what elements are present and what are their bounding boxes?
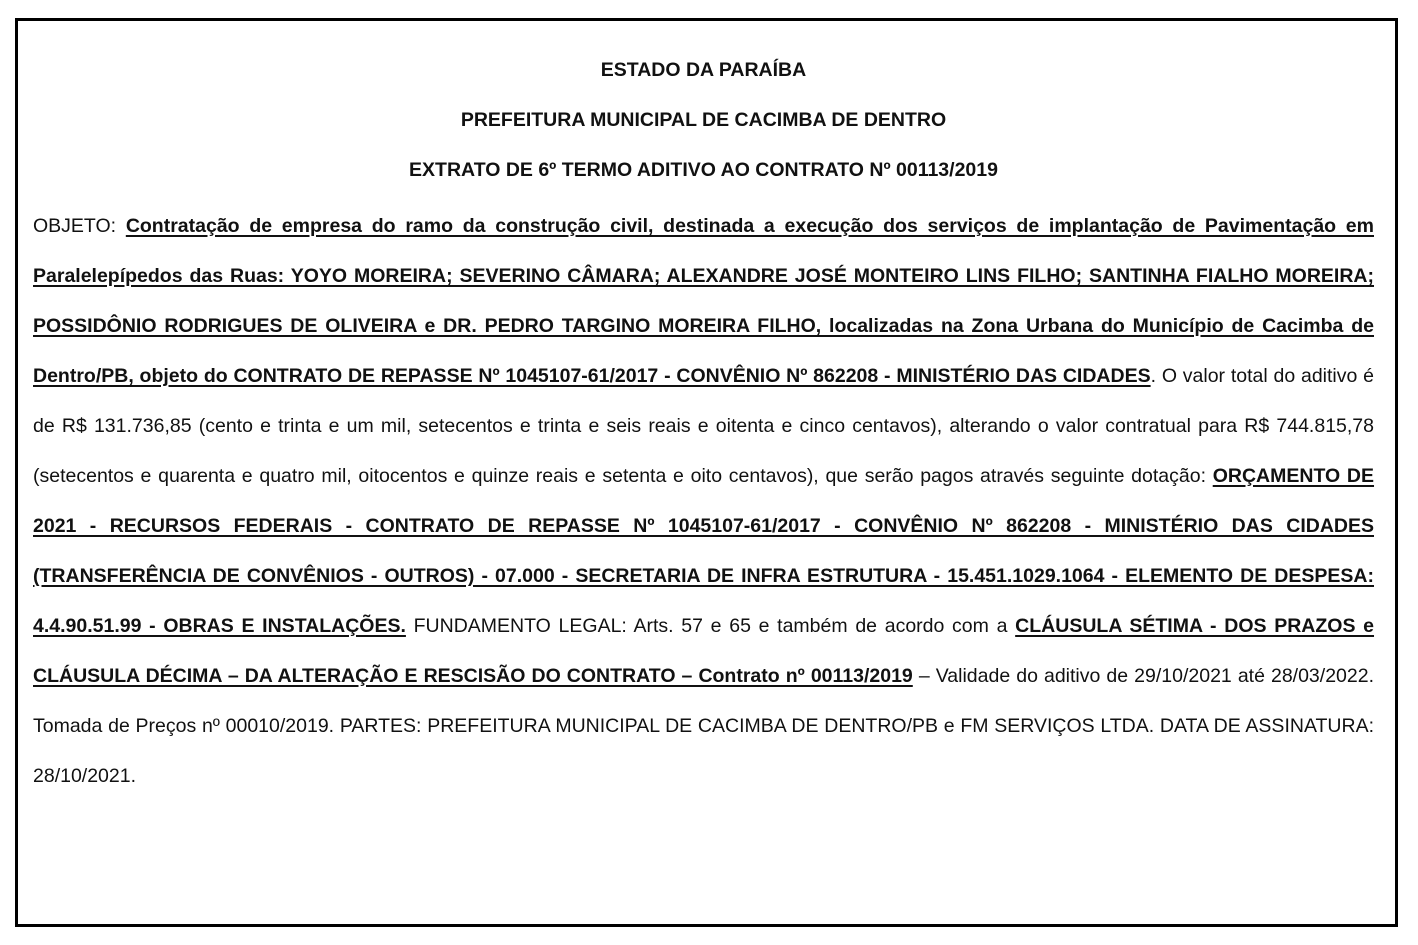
document-content bbox=[33, 55, 1374, 801]
document-body bbox=[33, 201, 1374, 801]
valor-text: . O valor total do aditivo é de R$ 131.736,85 (cento e trinta e um mil, setecentos e trinta e seis reais e oitenta e cinco centavos), alterando o valor contratual para R$ 744.815,78 (setecentos e quarenta e quatro mil, oitocentos e quinze reais e setenta e oito centavos), que serão pagos através seguinte dotação: bbox=[33, 365, 1374, 487]
state-heading: ESTADO DA PARAÍBA bbox=[600, 59, 807, 81]
document-title: EXTRATO DE 6º TERMO ADITIVO AO CONTRATO Nº 00113/2019 bbox=[409, 159, 998, 181]
dotacao-text: ORÇAMENTO DE 2021 - RECURSOS FEDERAIS - CONTRATO DE REPASSE Nº 1045107-61/2017 - CONVÊNIO Nº 862208 - MINISTÉRIO DAS CIDADES (TRANSFERÊNCIA DE CONVÊNIOS - OUTROS) - 07.000 - SECRETARIA DE INFRA ESTRUTURA - 15.451.1029.1064 - ELEMENTO DE DESPESA: 4.4.90.51.99 - OBRAS E INSTALAÇÕES. bbox=[33, 465, 1375, 637]
municipality-heading: PREFEITURA MUNICIPAL DE CACIMBA DE DENTRO bbox=[460, 109, 947, 131]
fundamento-text: FUNDAMENTO LEGAL: Arts. 57 e 65 e também de acordo com a bbox=[405, 615, 1016, 637]
objeto-description: Contratação de empresa do ramo da construção civil, destinada a execução dos serviços de implantação de Pavimentação em Paralelepípedos das Ruas: YOYO MOREIRA; SEVERINO CÂMARA; ALEXANDRE JOSÉ MONTEIRO LINS FILHO; SANTINHA FIALHO MOREIRA; POSSIDÔNIO RODRIGUES DE OLIVEIRA e DR. PEDRO TARGINO MOREIRA FILHO, localizadas na Zona Urbana do Município de Cacimba de Dentro/PB, objeto do CONTRATO DE REPASSE Nº 1045107-61/2017 - CONVÊNIO Nº 862208 - MINISTÉRIO DAS CIDADES bbox=[33, 215, 1374, 387]
clausula-text: CLÁUSULA SÉTIMA - DOS PRAZOS e CLÁUSULA DÉCIMA – DA ALTERAÇÃO E RESCISÃO DO CONTRATO – Contrato nº 00113/2019 bbox=[33, 615, 1375, 687]
final-text: – Validade do aditivo de 29/10/2021 até 28/03/2022. Tomada de Preços nº 00010/2019. PARTES: PREFEITURA MUNICIPAL DE CACIMBA DE DENTRO/PB e FM SERVIÇOS LTDA. DATA DE ASSINATURA: 28/10/2021. bbox=[33, 665, 1374, 787]
objeto-label: OBJETO: bbox=[33, 215, 126, 237]
